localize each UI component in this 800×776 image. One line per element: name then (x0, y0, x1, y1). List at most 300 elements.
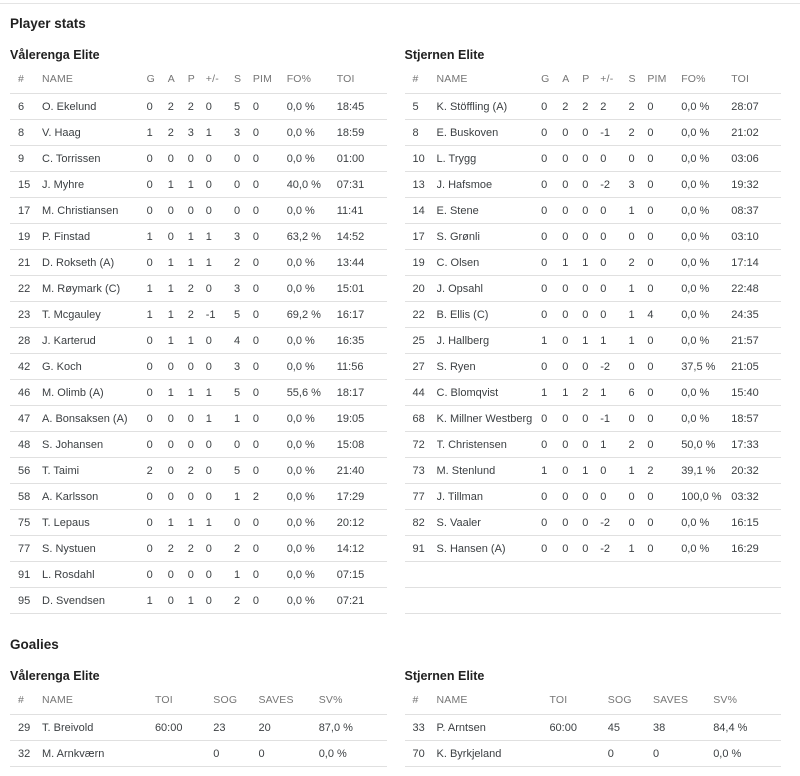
table-cell: 16:35 (337, 328, 387, 354)
table-cell: 0 (647, 432, 681, 458)
table-cell: 0 (541, 432, 562, 458)
table-cell: J. Myhre (42, 172, 147, 198)
table-cell: 0 (582, 146, 600, 172)
table-body (10, 715, 387, 767)
table-cell: 0 (168, 198, 188, 224)
column-header-fo: FO% (287, 66, 337, 94)
table-cell: D. Rokseth (A) (42, 250, 147, 276)
table-cell: O. Ekelund (42, 94, 147, 120)
table-cell: 0 (562, 510, 582, 536)
table-cell: J. Hallberg (437, 328, 542, 354)
table-row (405, 328, 782, 354)
table-row (405, 198, 782, 224)
column-header-name: NAME (437, 687, 550, 715)
team-name-home: Vålerenga Elite (10, 48, 100, 62)
table-cell: 0,0 % (287, 120, 337, 146)
table-cell: 28:07 (731, 94, 781, 120)
table-cell: 87,0 % (319, 715, 387, 741)
table-cell (629, 562, 648, 588)
table-cell: 0 (629, 224, 648, 250)
table-cell: J. Opsahl (437, 276, 542, 302)
table-cell: 2 (234, 250, 253, 276)
table-row (10, 484, 387, 510)
table-row (405, 146, 782, 172)
table-cell: 0 (168, 484, 188, 510)
table-cell: 0 (253, 588, 287, 614)
table-cell: 0 (253, 458, 287, 484)
table-cell: D. Svendsen (42, 588, 147, 614)
table-cell (541, 588, 562, 614)
column-header-pim: PIM (647, 66, 681, 94)
table-cell: 91 (405, 536, 437, 562)
stats-page (0, 3, 800, 776)
table-cell: 0 (541, 302, 562, 328)
table-cell: 0 (600, 146, 628, 172)
table-cell: 0 (206, 536, 234, 562)
table-cell: 0 (541, 250, 562, 276)
table-cell: 1 (147, 302, 168, 328)
table-cell: 1 (188, 172, 206, 198)
table-cell: 50,0 % (681, 432, 731, 458)
table-cell: 0 (541, 354, 562, 380)
table-cell: C. Olsen (437, 250, 542, 276)
table-cell: 0 (188, 432, 206, 458)
table-cell: 0,0 % (287, 354, 337, 380)
table-row (10, 94, 387, 120)
table-cell (681, 562, 731, 588)
table-cell: 0 (147, 354, 168, 380)
table-cell: 0 (562, 224, 582, 250)
table-cell: 1 (206, 250, 234, 276)
table-header-row (405, 687, 782, 715)
table-cell: 0 (541, 536, 562, 562)
table-cell: 75 (10, 510, 42, 536)
table-cell: 0 (234, 198, 253, 224)
table-cell: 0,0 % (681, 146, 731, 172)
table-cell: 0,0 % (287, 562, 337, 588)
table-cell: 84,4 % (713, 715, 781, 741)
table-cell: 0,0 % (681, 406, 731, 432)
table-row (10, 302, 387, 328)
column-header-a: A (562, 66, 582, 94)
table-cell (562, 562, 582, 588)
table-cell: 20:32 (731, 458, 781, 484)
table-cell: 0 (147, 380, 168, 406)
table-cell: 0,0 % (287, 146, 337, 172)
table-cell: 0 (147, 536, 168, 562)
table-cell: K. Millner Westberg (437, 406, 542, 432)
table-cell: 24:35 (731, 302, 781, 328)
table-cell: 0 (647, 406, 681, 432)
column-header-name: NAME (437, 66, 542, 94)
table-cell: 07:21 (337, 588, 387, 614)
table-cell: 39,1 % (681, 458, 731, 484)
table-cell: 0 (582, 432, 600, 458)
table-cell: 3 (234, 354, 253, 380)
table-cell: 0,0 % (287, 588, 337, 614)
table-cell: 1 (541, 380, 562, 406)
table-cell: 0 (253, 120, 287, 146)
table-cell: 0 (647, 484, 681, 510)
table-cell: 0 (206, 588, 234, 614)
table-cell: 100,0 % (681, 484, 731, 510)
table-cell: 0 (562, 198, 582, 224)
table-cell: 0 (188, 484, 206, 510)
table-cell: S. Nystuen (42, 536, 147, 562)
table-cell: 0 (168, 432, 188, 458)
table-header (10, 66, 387, 94)
table-cell: S. Ryen (437, 354, 542, 380)
table-cell: 0 (253, 224, 287, 250)
table-cell: 0 (629, 510, 648, 536)
table-cell: 2 (600, 94, 628, 120)
table-cell: S. Vaaler (437, 510, 542, 536)
table-row (10, 354, 387, 380)
table-cell: 07:31 (337, 172, 387, 198)
table-cell: 2 (168, 94, 188, 120)
column-header-toi: TOI (155, 687, 213, 715)
table-cell: 1 (234, 562, 253, 588)
table-cell: 01:00 (337, 146, 387, 172)
table-cell: 0 (147, 406, 168, 432)
table-cell: 0 (206, 146, 234, 172)
table-cell: 0 (258, 741, 318, 767)
table-cell: 6 (10, 94, 42, 120)
table-cell: 1 (582, 328, 600, 354)
table-cell (600, 588, 628, 614)
goalie-team-name-home: Vålerenga Elite (10, 669, 100, 683)
table-cell: 0 (541, 94, 562, 120)
column-header-saves: SAVES (258, 687, 318, 715)
table-cell: 0,0 % (287, 536, 337, 562)
table-cell: 0 (562, 120, 582, 146)
table-cell: 0 (206, 94, 234, 120)
team-name-away: Stjernen Elite (404, 48, 485, 62)
table-cell: 0 (253, 146, 287, 172)
player-stats-heading: Player stats (10, 16, 86, 31)
table-row (405, 484, 782, 510)
table-cell: 0 (168, 354, 188, 380)
table-cell: 0 (582, 120, 600, 146)
table-row (10, 406, 387, 432)
table-cell: 0,0 % (713, 741, 781, 767)
table-cell: 0 (562, 302, 582, 328)
table-cell: 0 (541, 406, 562, 432)
table-cell (600, 562, 628, 588)
table-cell: 0 (582, 536, 600, 562)
table-cell: 0 (608, 741, 653, 767)
column-header-name: NAME (42, 66, 147, 94)
table-cell: 6 (629, 380, 648, 406)
table-cell: 0 (562, 484, 582, 510)
table-cell: 0 (582, 276, 600, 302)
table-cell (647, 588, 681, 614)
table-cell (562, 588, 582, 614)
table-cell: 1 (168, 276, 188, 302)
table-cell: 33 (405, 715, 437, 741)
table-row (10, 276, 387, 302)
column-header-g: G (147, 66, 168, 94)
table-cell: 1 (582, 250, 600, 276)
table-cell: 0 (541, 146, 562, 172)
table-cell: 15:01 (337, 276, 387, 302)
table-row (10, 250, 387, 276)
table-row (405, 715, 782, 741)
table-row (405, 224, 782, 250)
table-cell: 2 (234, 588, 253, 614)
top-divider (0, 3, 800, 4)
table-cell: V. Haag (42, 120, 147, 146)
table-cell: 5 (234, 302, 253, 328)
table-cell: 0 (600, 276, 628, 302)
column-header-g: G (541, 66, 562, 94)
table-cell: J. Hafsmoe (437, 172, 542, 198)
table-cell: S. Johansen (42, 432, 147, 458)
table-cell: K. Byrkjeland (437, 741, 550, 767)
stats-content (0, 16, 800, 776)
table-cell: 1 (188, 380, 206, 406)
table-cell (582, 588, 600, 614)
table-cell: -1 (600, 406, 628, 432)
table-cell: 1 (147, 276, 168, 302)
table-body (405, 94, 782, 614)
table-cell: 0 (647, 198, 681, 224)
table-cell: 23 (213, 715, 258, 741)
table-cell: 0 (147, 484, 168, 510)
player-tables-row (10, 31, 781, 614)
table-cell: 1 (188, 510, 206, 536)
table-cell: 1 (541, 328, 562, 354)
table-cell: 8 (10, 120, 42, 146)
table-cell: 18:59 (337, 120, 387, 146)
table-cell: 16:17 (337, 302, 387, 328)
column-header-num: # (405, 687, 437, 715)
table-row (405, 588, 782, 614)
table-cell: 14 (405, 198, 437, 224)
table-cell: 2 (188, 276, 206, 302)
table-cell: 17:33 (731, 432, 781, 458)
table-cell: 10 (405, 146, 437, 172)
table-cell: P. Finstad (42, 224, 147, 250)
table-cell: 4 (647, 302, 681, 328)
table-cell: 91 (10, 562, 42, 588)
table-cell: 0 (168, 406, 188, 432)
table-cell: 44 (405, 380, 437, 406)
table-cell: 0,0 % (287, 406, 337, 432)
table-cell: 0 (253, 510, 287, 536)
table-cell: 72 (405, 432, 437, 458)
table-cell: 0,0 % (681, 380, 731, 406)
table-cell: 1 (168, 510, 188, 536)
table-cell: 0 (206, 458, 234, 484)
table-cell: 0 (147, 432, 168, 458)
table-cell: 0 (188, 406, 206, 432)
table-header-row (10, 687, 387, 715)
table-cell: 1 (600, 432, 628, 458)
table-cell: L. Trygg (437, 146, 542, 172)
table-cell: 5 (234, 458, 253, 484)
table-cell: 18:45 (337, 94, 387, 120)
table-cell: 0 (234, 172, 253, 198)
table-cell: 0 (206, 276, 234, 302)
table-row (10, 224, 387, 250)
table-cell: 0,0 % (681, 328, 731, 354)
table-cell: 20 (405, 276, 437, 302)
table-body (405, 715, 782, 767)
table-cell: 17:29 (337, 484, 387, 510)
table-cell: 0 (253, 536, 287, 562)
table-cell: 0 (206, 198, 234, 224)
table-cell: 0 (562, 406, 582, 432)
table-cell: 0 (647, 94, 681, 120)
table-cell: 0 (147, 510, 168, 536)
table-cell: 0 (582, 172, 600, 198)
table-cell: -1 (600, 120, 628, 146)
table-cell: 1 (168, 172, 188, 198)
table-cell: 0 (647, 146, 681, 172)
table-cell: 0 (188, 198, 206, 224)
table-cell: J. Karterud (42, 328, 147, 354)
table-cell: 1 (168, 380, 188, 406)
table-cell: 0,0 % (287, 510, 337, 536)
table-cell: 2 (582, 94, 600, 120)
table-row (10, 172, 387, 198)
table-cell: 0 (582, 354, 600, 380)
table-cell: 0 (600, 224, 628, 250)
goalies-heading: Goalies (10, 637, 59, 652)
column-header-a: A (168, 66, 188, 94)
table-cell: 1 (582, 458, 600, 484)
table-cell: 0,0 % (287, 250, 337, 276)
table-cell: 03:06 (731, 146, 781, 172)
column-header-pim: PIM (253, 66, 287, 94)
column-header-toi: TOI (731, 66, 781, 94)
table-cell: 2 (253, 484, 287, 510)
table-cell: 2 (647, 458, 681, 484)
table-cell: 48 (10, 432, 42, 458)
table-cell: T. Breivold (42, 715, 155, 741)
table-cell: 63,2 % (287, 224, 337, 250)
table-cell: 16:29 (731, 536, 781, 562)
table-cell: 0 (629, 354, 648, 380)
table-row (10, 588, 387, 614)
table-row (405, 510, 782, 536)
table-cell: M. Røymark (C) (42, 276, 147, 302)
table-cell: 29 (10, 715, 42, 741)
table-cell: 2 (188, 302, 206, 328)
table-cell: 0,0 % (319, 741, 387, 767)
table-cell (437, 588, 542, 614)
table-cell: 47 (10, 406, 42, 432)
table-cell: 5 (234, 94, 253, 120)
table-cell: 0 (541, 198, 562, 224)
table-cell: 0,0 % (681, 250, 731, 276)
table-cell: 40,0 % (287, 172, 337, 198)
table-cell: 1 (168, 328, 188, 354)
table-cell: 0 (647, 172, 681, 198)
table-cell: 0,0 % (681, 302, 731, 328)
table-cell: L. Rosdahl (42, 562, 147, 588)
table-cell: 0 (253, 406, 287, 432)
table-cell: 0 (206, 328, 234, 354)
table-cell: 15 (10, 172, 42, 198)
column-header-num: # (405, 66, 437, 94)
table-cell: 4 (234, 328, 253, 354)
table-cell: 0 (600, 302, 628, 328)
table-cell: 82 (405, 510, 437, 536)
table-cell: 0 (562, 328, 582, 354)
table-cell: A. Bonsaksen (A) (42, 406, 147, 432)
table-cell: 1 (234, 484, 253, 510)
table-cell: 21:40 (337, 458, 387, 484)
table-cell: 0 (206, 172, 234, 198)
table-cell: 0,0 % (681, 198, 731, 224)
table-cell: 2 (188, 94, 206, 120)
table-cell: 19 (10, 224, 42, 250)
column-header-s: S (234, 66, 253, 94)
goalie-table-block-away (405, 652, 782, 767)
table-cell: 60:00 (549, 715, 607, 741)
table-cell: 1 (147, 120, 168, 146)
table-header-row (10, 66, 387, 94)
table-cell: 0 (168, 224, 188, 250)
table-row (10, 510, 387, 536)
table-cell: 0 (234, 146, 253, 172)
table-cell: 0 (647, 536, 681, 562)
table-cell: 3 (234, 276, 253, 302)
table-cell: 03:10 (731, 224, 781, 250)
table-cell: 2 (629, 120, 648, 146)
table-cell (731, 588, 781, 614)
table-cell: 5 (234, 380, 253, 406)
table-cell: C. Torrissen (42, 146, 147, 172)
table-cell: 0 (647, 224, 681, 250)
table-header-row (405, 66, 782, 94)
table-row (405, 406, 782, 432)
table-cell: 0 (541, 276, 562, 302)
table-cell: 1 (629, 536, 648, 562)
table-cell: 0 (647, 276, 681, 302)
table-cell: J. Tillman (437, 484, 542, 510)
table-row (405, 741, 782, 767)
table-cell: 3 (234, 120, 253, 146)
table-cell: 2 (629, 250, 648, 276)
table-cell: E. Buskoven (437, 120, 542, 146)
table-cell: 1 (541, 458, 562, 484)
table-cell (731, 562, 781, 588)
table-cell: 0 (541, 120, 562, 146)
column-header-toi: TOI (549, 687, 607, 715)
table-cell: T. Lepaus (42, 510, 147, 536)
table-cell (549, 741, 607, 767)
table-cell: 0 (253, 172, 287, 198)
table-cell: 0 (562, 536, 582, 562)
table-cell: 56 (10, 458, 42, 484)
column-header-p: P (188, 66, 206, 94)
table-cell: 55,6 % (287, 380, 337, 406)
table-cell: 0 (562, 354, 582, 380)
table-cell: 2 (168, 536, 188, 562)
table-cell: 0 (188, 354, 206, 380)
table-cell: 32 (10, 741, 42, 767)
table-cell: M. Stenlund (437, 458, 542, 484)
table-cell: 0 (253, 354, 287, 380)
table-cell: 27 (405, 354, 437, 380)
table-cell: 1 (600, 380, 628, 406)
table-cell: 0 (582, 510, 600, 536)
table-cell: 0 (206, 484, 234, 510)
table-cell: 0 (600, 458, 628, 484)
